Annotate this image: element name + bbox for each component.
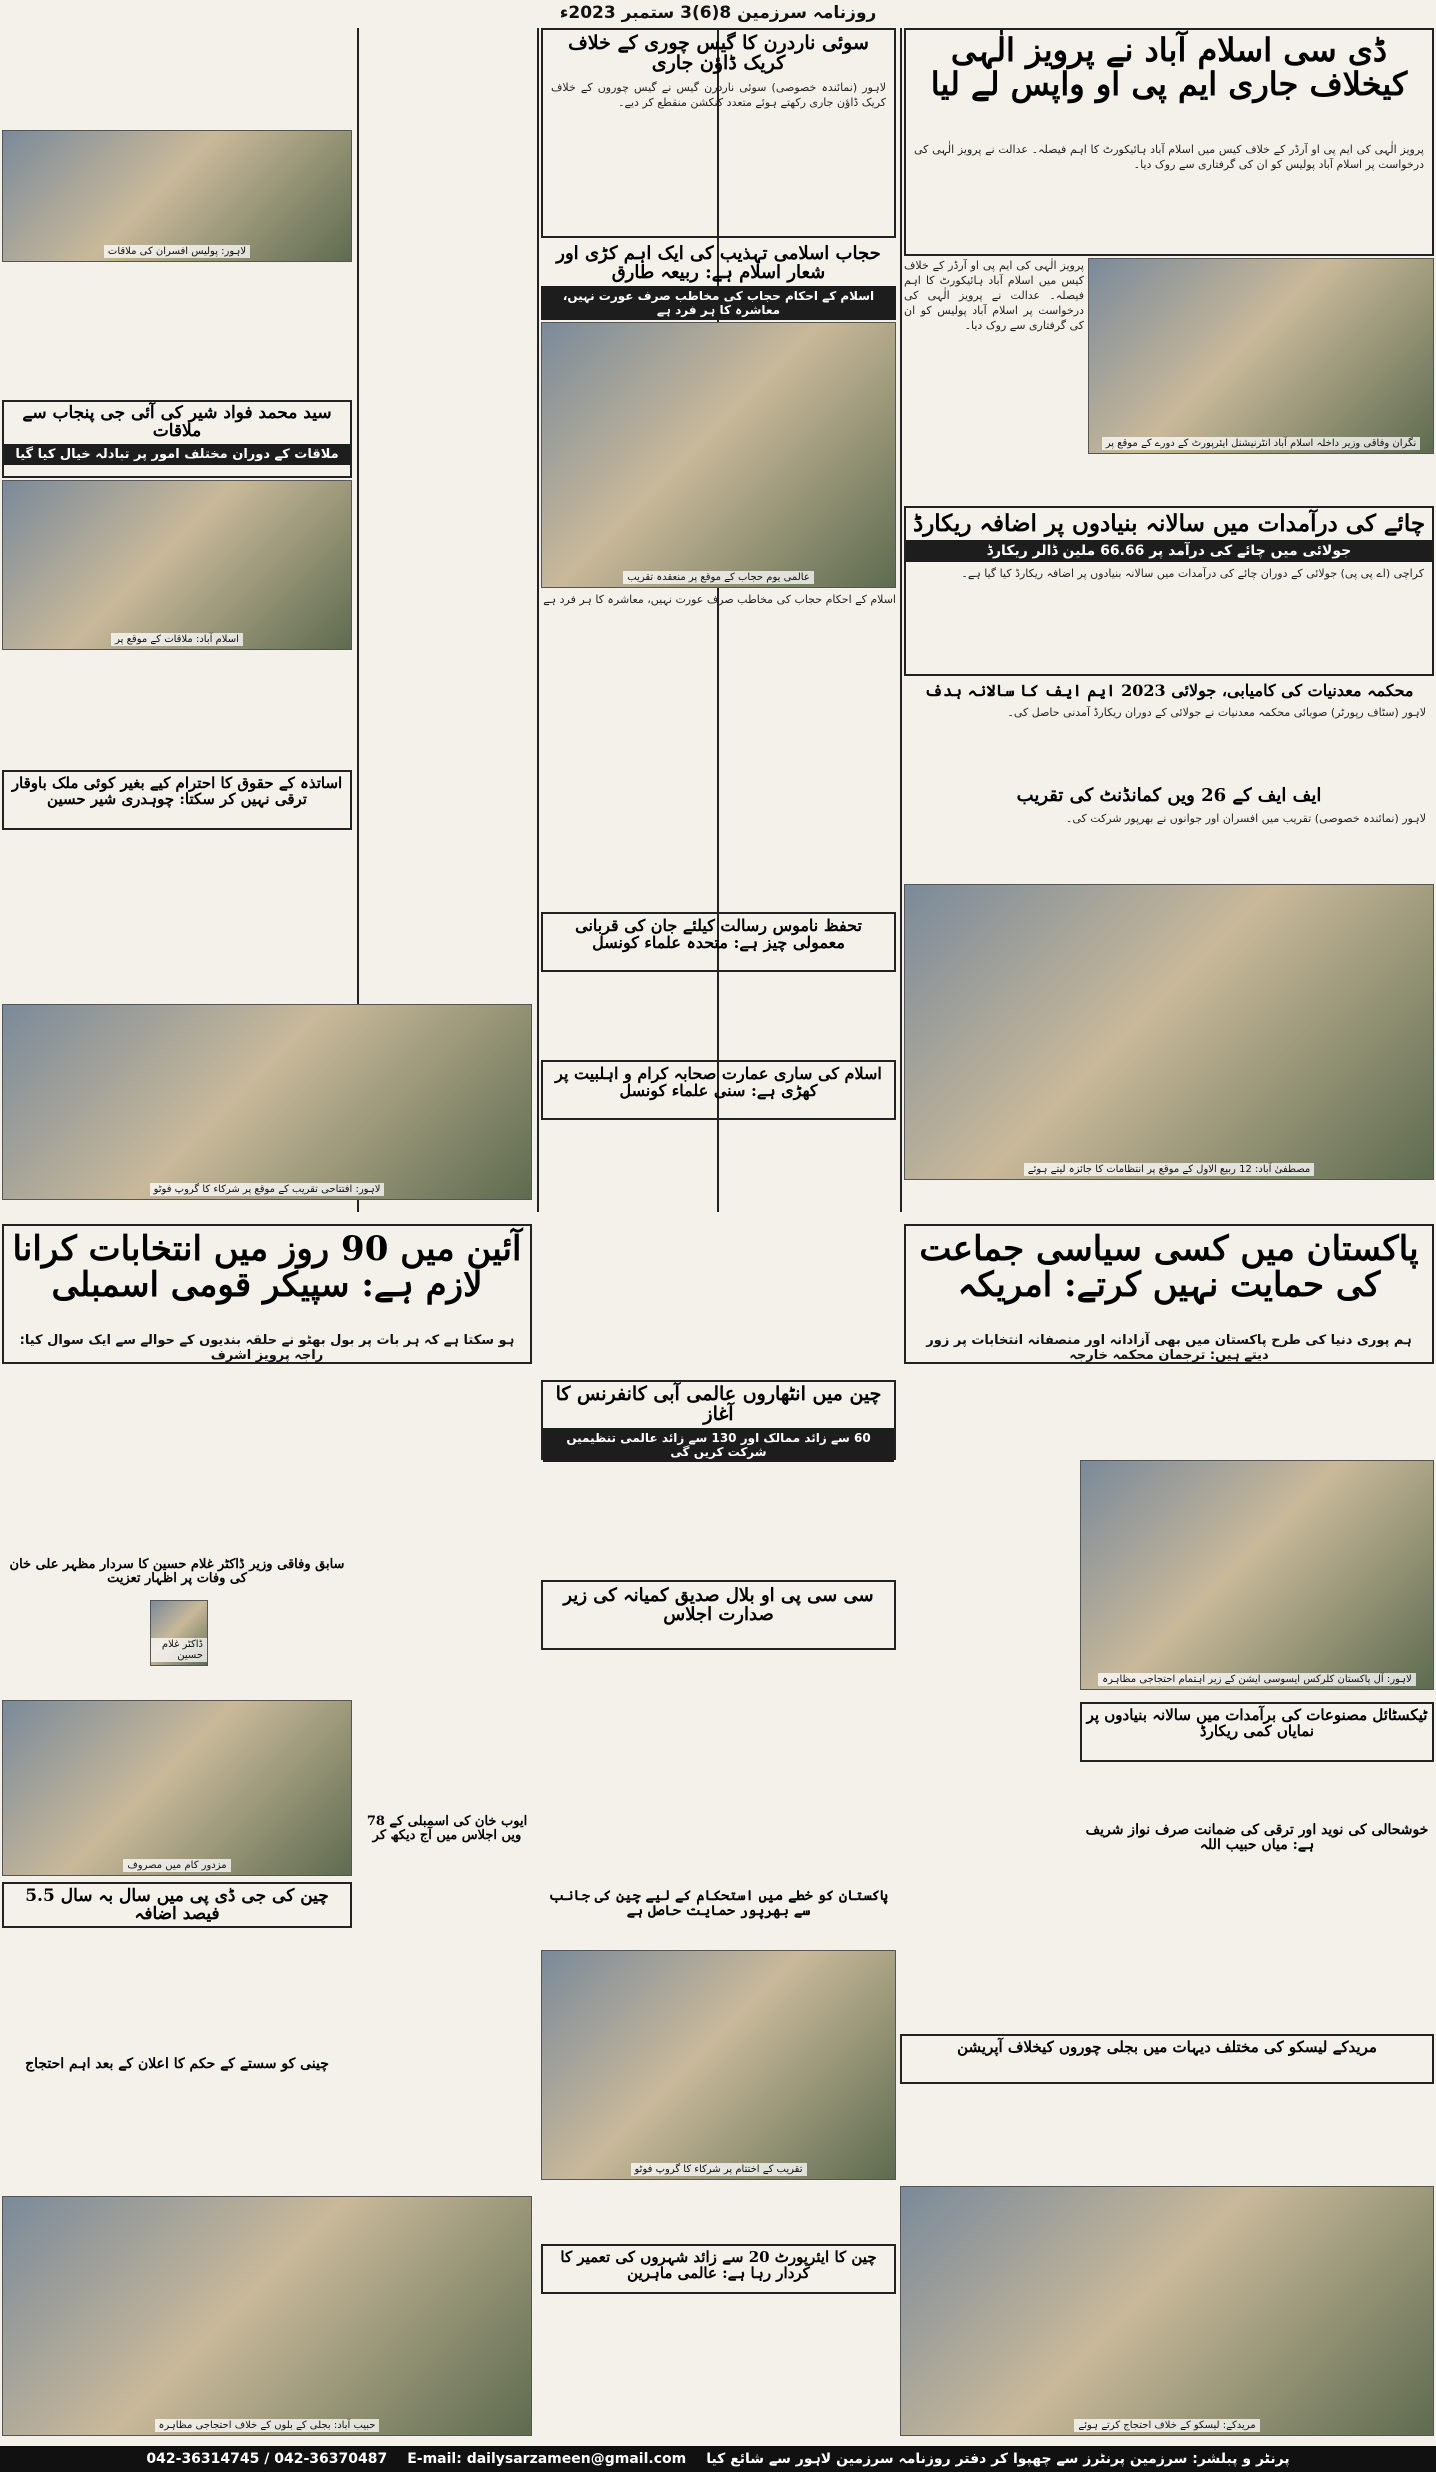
headline: سید محمد فواد شیر کی آئی جی پنجاب سے ملاقات	[22, 403, 332, 441]
headline: چائے کی درآمدات میں سالانہ بنیادوں پر اضافہ ریکارڈ	[912, 510, 1426, 537]
story-gdp	[2, 1882, 352, 1928]
inauguration-photo: لاہور: افتتاحی تقریب کے موقع پر شرکاء کا گروپ فوٹو	[2, 1004, 532, 1200]
headline: مریدکے لیسکو کی مختلف دیہات میں بجلی چوروں کیخلاف آپریشن	[957, 2038, 1377, 2056]
story-china-conference	[541, 1380, 896, 1460]
headline: اساتذہ کے حقوق کا احترام کیے بغیر کوئی ملک باوقار ترقی نہیں کر سکتا: چوہدری شیر حسین	[11, 774, 343, 808]
headline: آئین میں 90 روز میں انتخابات کرانا لازم ہے: سپیکر قومی اسمبلی	[12, 1229, 522, 1305]
story-ustaz	[2, 770, 352, 830]
story-vali	[1080, 1820, 1434, 1870]
headline: چین میں انٹھاروں عالمی آبی کانفرنس کا آغاز	[555, 1383, 882, 1425]
story-ceo	[541, 2244, 896, 2294]
headline: محکمہ معدنیات کی کامیابی، جولائی 2023 ایم ایف کا سالانہ ہدف	[924, 681, 1414, 700]
headline: سی سی پی او بلال صدیق کمیانہ کی زیر صدارت اجلاس	[563, 1585, 874, 1625]
headline: سابق وفاقی وزیر ڈاکٹر غلام حسین کا سردار مظہر علی خان کی وفات پر اظہار تعزیت	[9, 1557, 345, 1586]
story-sahaba	[541, 1060, 896, 1120]
lesco-protest-photo: مریدکے: لیسکو کے خلاف احتجاج کرتے ہوئے	[900, 2186, 1434, 2436]
headline: چین کا ایئرپورٹ 20 سے زائد شہروں کی تعمیر کا کردار رہا ہے: عالمی ماہرین	[560, 2248, 877, 2282]
story-mureed	[900, 2034, 1434, 2084]
story-body: پرویز الٰہی کی ایم پی او آرڈر کے خلاف کیس میں اسلام آباد ہائیکورٹ کا اہم فیصلہ۔ عدالت نے پرویز الٰہی کی درخواست پر اسلام آباد پولیس کو ان کی گرفتاری سے روک دیا۔	[904, 259, 1084, 332]
footer-bar	[0, 2446, 1436, 2472]
portrait-photo: ڈاکٹر غلام حسین	[150, 1600, 208, 1666]
story-body: اسلام کے احکام حجاب کی مخاطب صرف عورت نہیں، معاشرہ کا ہر فرد ہے	[543, 593, 896, 606]
story-election-78	[362, 1812, 532, 1862]
airport-photo: نگران وفاقی وزیر داخلہ اسلام آباد انٹرنیشنل ایئرپورٹ کے دورے کے موقع پر	[1088, 258, 1434, 454]
subhead: ملاقات کے دوران مختلف امور پر تبادلہ خیال کیا گیا	[4, 444, 350, 465]
story-sui	[541, 28, 896, 238]
hijab-event-photo: عالمی یوم حجاب کے موقع پر منعقدہ تقریب	[541, 322, 896, 588]
subhead: جولائی میں چائے کی درآمد پر 66.66 ملین ڈالر ریکارڈ	[906, 540, 1432, 562]
police-event-photo: مصطفیٰ آباد: 12 ربیع الاول کے موقع پر انتظامات کا جائزہ لیتے ہوئے	[904, 884, 1434, 1180]
story-minerals	[904, 680, 1434, 780]
story-body: کراچی (اے پی پی) جولائی کے دوران چائے کی درآمدات میں سالانہ بنیادوں پر اضافہ ریکارڈ کیا گیا ہے۔	[961, 567, 1424, 581]
story-body: لاہور (سٹاف رپورٹر) صوبائی محکمہ معدنیات نے جولائی کے دوران ریکارڈ آمدنی حاصل کی۔	[1007, 705, 1426, 719]
column-rule	[900, 28, 902, 1212]
story-ff	[904, 784, 1434, 880]
group-photo: تقریب کے اختتام پر شرکاء کا گروپ فوٹو	[541, 1950, 896, 2180]
story-loadshedding	[2, 2054, 352, 2104]
column-rule	[537, 28, 539, 1212]
headline: پاکستان میں کسی سیاسی جماعت کی حمایت نہیں کرتے: امریکہ	[919, 1229, 1419, 1305]
story-ssp	[2, 400, 352, 478]
headline: خوشحالی کی نوید اور ترقی کی ضمانت صرف نواز شریف ہے: میاں حبیب اللہ	[1085, 1822, 1429, 1853]
footer-phones: 042-36370487 / 042-36314745	[146, 2451, 388, 2467]
headline: تحفظ ناموس رسالت کیلئے جان کی قربانی معمولی چیز ہے: متحدہ علماء کونسل	[575, 916, 862, 952]
headline: چین کی جی ڈی پی میں سال بہ سال 5.5 فیصد اضافہ	[25, 1886, 329, 1924]
worker-photo: مزدور کام میں مصروف	[2, 1700, 352, 1876]
masthead: روزنامہ سرزمین 8(6)3 ستمبر 2023ء	[559, 3, 877, 23]
story-big-right	[904, 1224, 1434, 1364]
story-pak-china	[541, 1886, 896, 1946]
story-body: لاہور (نمائندہ خصوصی) تقریب میں افسران اور جوانوں نے بھرپور شرکت کی۔	[1065, 811, 1426, 825]
story-tahaffuz	[541, 912, 896, 972]
headline: حجاب اسلامی تہذیب کی ایک اہم کڑی اور شعار اسلام ہے: ربیعہ طارق	[556, 243, 881, 283]
headline: سوئی ناردرن کا گیس چوری کے خلاف کریک ڈاؤن جاری	[568, 32, 869, 74]
footer-email[interactable]: E-mail: dailysarzameen@gmail.com	[407, 2451, 687, 2467]
subhead: 60 سے زائد ممالک اور 130 سے زائد عالمی تنظیمیں شرکت کریں گی	[543, 1428, 894, 1462]
story-textile	[1080, 1702, 1434, 1762]
headline: ایف ایف کے 26 ویں کمانڈنٹ کی تقریب	[1016, 785, 1322, 806]
headline: اسلام کی ساری عمارت صحابہ کرام و اہلبیت پر کھڑی ہے: سنی علماء کونسل	[555, 1064, 882, 1100]
story-big-left	[2, 1224, 532, 1364]
bill-protest-photo: حبیب آباد: بجلی کے بلوں کے خلاف احتجاجی مظاہرہ	[2, 2196, 532, 2436]
headline: ٹیکسٹائل مصنوعات کی برآمدات میں سالانہ بنیادوں پر نمایاں کمی ریکارڈ	[1086, 1706, 1428, 1740]
story-condolence	[2, 1556, 352, 1596]
headline: چینی کو سستے کے حکم کا اعلان کے بعد اہم احتجاج	[25, 2056, 329, 2072]
subhead: اسلام کے احکام حجاب کی مخاطب صرف عورت نہیں، معاشرہ کا ہر فرد ہے	[541, 286, 896, 320]
story-ccpo	[541, 1580, 896, 1650]
story-body: لاہور (نمائندہ خصوصی) سوئی ناردرن گیس نے گیس چوروں کے خلاف کریک ڈاؤن جاری رکھتے ہوئے متعدد کنکشن منقطع کر دیے۔	[551, 80, 886, 109]
subhead: ہو سکتا ہے کہ ہر بات پر بول بھٹو نے حلقہ بندیوں کے حوالے سے ایک سوال کیا: راجہ پرویز اشرف	[19, 1333, 515, 1363]
story-body: پرویز الٰہی کی ایم پی او آرڈر کے خلاف کیس میں اسلام آباد ہائیکورٹ کا اہم فیصلہ۔ عدالت نے پرویز الٰہی کی درخواست پر اسلام آباد پولیس کو ان کی گرفتاری سے روک دیا۔	[914, 143, 1424, 171]
headline: پاکستان کو خطے میں استحکام کے لیے چین کی جانب سے بھرپور حمایت حاصل ہے	[548, 1888, 889, 1919]
subhead: ہم پوری دنیا کی طرح پاکستان میں بھی آزادانہ اور منصفانہ انتخابات پر زور دیتے ہیں: ترجمان محکمہ خارجہ	[926, 1333, 1412, 1363]
story-top-right	[904, 28, 1434, 256]
meeting-photo: اسلام آباد: ملاقات کے موقع پر	[2, 480, 352, 650]
three-officers-photo: لاہور: پولیس افسران کی ملاقات	[2, 130, 352, 262]
story-chai	[904, 506, 1434, 676]
footer-publisher: پرنٹر و پبلشر: سرزمین پرنٹرز سے چھپوا کر دفتر روزنامہ سرزمین لاہور سے شائع کیا	[706, 2451, 1290, 2467]
protest-photo: لاہور: آل پاکستان کلرکس ایسوسی ایشن کے زیر اہتمام احتجاجی مظاہرہ	[1080, 1460, 1434, 1690]
headline: ڈی سی اسلام آباد نے پرویز الٰہی کیخلاف جاری ایم پی او واپس لے لیا	[930, 31, 1408, 103]
headline: ایوب خان کی اسمبلی کے 78 ویں اجلاس میں آج دیکھ کر	[366, 1814, 528, 1843]
story-hijab	[541, 242, 896, 318]
